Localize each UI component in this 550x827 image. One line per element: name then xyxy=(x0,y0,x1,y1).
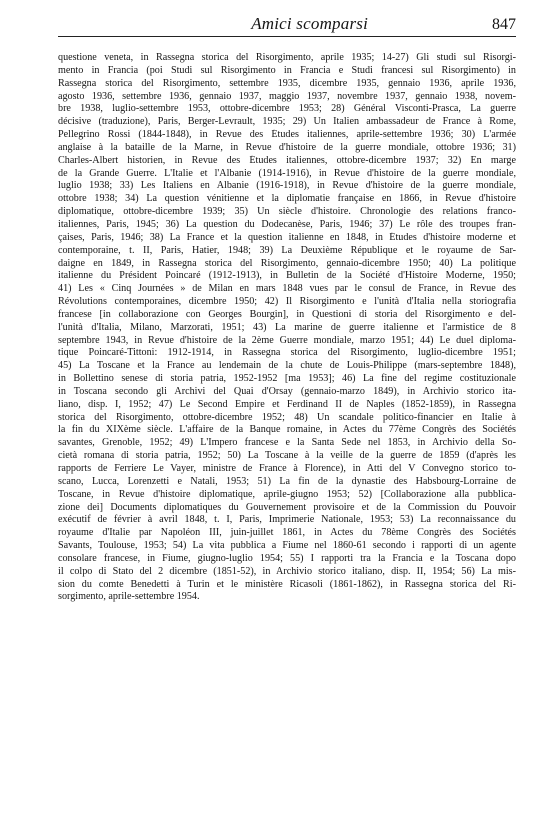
text-line: anglaise à la bataille de la Marne, in Revue d'histoire de la guerre mondiale, ottobre 1936; 31) xyxy=(58,141,516,153)
text-line: 45) La Toscane et la France au lendemain de la chute de Louis-Philippe (mars-septembre 1848), xyxy=(58,360,516,372)
text-line: Pellegrino Rossi (1844-1848), in Revue des Études italiennes, aprile-settembre 1936; 30) L'armée xyxy=(58,129,516,141)
text-line: in Toscana secondo gli Archivi del Quai d'Orsay (gennaio-marzo 1849), in Archivio storico ita- xyxy=(58,385,516,397)
text-line: çaises, Paris, 1946; 38) La France et la question italienne en 1848, in Études d'histoire moderne et xyxy=(58,231,516,243)
text-line: Rassegna storica del Risorgimento, settembre 1935, dicembre 1935, gennaio 1936, aprile 1936, xyxy=(58,77,516,89)
text-line: zione dei] Documents diplomatiques du Gouvernement provisoire et de la Commission du Pouvoir xyxy=(58,501,516,513)
text-line: Toscane, in Revue d'histoire diplomatique, aprile-giugno 1953; 52) [Collaborazione alla pubblica- xyxy=(58,488,516,500)
body-paragraph xyxy=(58,52,516,604)
text-line: agosto 1936, settembre 1936, gennaio 1937, maggio 1937, novembre 1937, gennaio 1938, novem- xyxy=(58,90,516,102)
text-line: scano, Lucca, Lorenzetti e Natali, 1953; 51) La fin de la dynastie des Habsbourg-Lorraine de xyxy=(58,475,516,487)
text-line: tique Poincaré-Tittoni: 1912-1914, in Rassegna storica del Risorgimento, luglio-dicembre 1951; xyxy=(58,347,516,359)
text-line: Charles-Albert historien, in Revue des Études italiennes, ottobre-dicembre 1937; 32) En marge xyxy=(58,154,516,166)
text-line: il colpo di Stato del 2 dicembre (1851-52), in Archivio storico italiano, disp. II, 1954; 56) La mis- xyxy=(58,565,516,577)
text-line: mento in Francia (poi Studi sul Risorgimento in Francia e Studi francesi sul Risorgimento) in xyxy=(58,64,516,76)
text-line: sorgimento, aprile-settembre 1954. xyxy=(58,591,200,603)
text-line: exécutif de février à avril 1848, t. I, Paris, Imprimerie Nationale, 1953; 53) La reconnaissance du xyxy=(58,514,516,526)
page-header xyxy=(58,14,516,37)
text-line: in Bollettino senese di storia patria, 1952-1952 [ma 1953]; 46) La fine del regime costituzionale xyxy=(58,373,516,385)
text-line: questione veneta, in Rassegna storica del Risorgimento, aprile 1935; 14-27) Gli studi sul Risorgi- xyxy=(58,52,516,63)
text-line: rapports de Ferriere Le Vayer, ministre de France à Florence), in Atti del V Convegno storico to- xyxy=(58,463,516,474)
text-line: l'unità d'Italia, Milano, Marzorati, 1951; 43) La marine de guerre italienne et l'armistice de 8 xyxy=(58,321,516,333)
text-line: storica del Risorgimento, ottobre-dicembre 1952; 48) Un scandale politico-financier en Italie à xyxy=(58,411,516,423)
text-line: luglio 1938; 33) Les Italiens en Albanie (1916-1918), in Revue d'histoire de la guerre mondiale, xyxy=(58,180,516,192)
text-line: diplomatique, ottobre-dicembre 1939; 35) Un siècle d'histoire. Chronologie des relations franco- xyxy=(58,206,516,218)
text-line: italiennes, Paris, 1945; 36) La question du Dodecanèse, Paris, 1946; 37) Le rôle des troupes fran- xyxy=(58,218,516,230)
text-line: consolare francese, in Fiume, giugno-luglio 1954; 55) I rapporti tra la Francia e la Toscana dopo xyxy=(58,552,516,564)
text-line: liano, disp. I, 1952; 47) Le Second Empire et Ferdinand II de Naples (1852-1859), in Rassegna xyxy=(58,398,516,410)
text-line: Savants, Toulouse, 1953; 54) La vita pubblica a Fiume nel 1860-61 secondo i rapporti di un agente xyxy=(58,540,516,552)
running-title: Amici scomparsi xyxy=(251,14,368,33)
text-line: la fin du XIXème siècle. L'affaire de la Banque romaine, in Actes du 77ème Congrès des Sociétés xyxy=(58,424,516,436)
text-line: ottobre 1938; 34) La question vénitienne et la diplomatie française en 1866, in Revue d'histoire xyxy=(58,193,516,205)
text-line: bre 1938, luglio-settembre 1953, ottobre-dicembre 1953; 28) Général Visconti-Prasca, La guerre xyxy=(58,103,516,115)
text-line: cietà romana di storia patria, 1952; 50) La Toscane à la veille de la guerre de 1859 (d'après les xyxy=(58,450,516,462)
text-line: contemporaine, t. II, Paris, Hatier, 1948; 39) La Deuxième République et le royaume de Sar- xyxy=(58,244,516,256)
text-line: savantes, Grenoble, 1952; 49) L'Impero francese e la Santa Sede nel 1853, in Archivio della So- xyxy=(58,437,516,449)
text-line: septembre 1943, in Revue d'histoire de la 2ème Guerre mondiale, marzo 1951; 44) Le duel diploma- xyxy=(58,334,516,346)
text-line: francese [in collaborazione con Georges Bourgin], in Questioni di storia del Risorgimento e del- xyxy=(58,308,516,320)
text-line: daigne en 1849, in Rassegna storica del Risorgimento, gennaio-dicembre 1950; 40) La politique xyxy=(58,257,516,269)
text-line: italienne du Président Poincaré (1912-1913), in Bulletin de la Société d'Histoire Moderne, 1950; xyxy=(58,270,516,282)
text-line: royaume d'Italie par Napoléon III, juin-juillet 1861, in Actes du 78ème Congrès des Sociétés xyxy=(58,527,516,539)
text-line: sion du comte Benedetti à Turin et le ministère Ricasoli (1861-1862), in Rassegna storica del Ri- xyxy=(58,578,516,590)
text-line: Révolutions contemporaines, dicembre 1950; 42) Il Risorgimento e l'unità d'Italia nella storiografia xyxy=(58,296,516,308)
text-line: décisive (traduzione), Paris, Berger-Levrault, 1935; 29) Un Italien ambassadeur de France à Rome, xyxy=(58,116,516,128)
text-line: de la Grande Guerre. L'Italie et l'Albanie (1914-1916), in Revue d'histoire de la guerre mondiale, xyxy=(58,167,516,179)
page-number: 847 xyxy=(492,16,516,33)
text-line: 41) Les « Cinq Journées » de Milan en mars 1848 vues par le consul de France, in Revue des xyxy=(58,283,516,295)
